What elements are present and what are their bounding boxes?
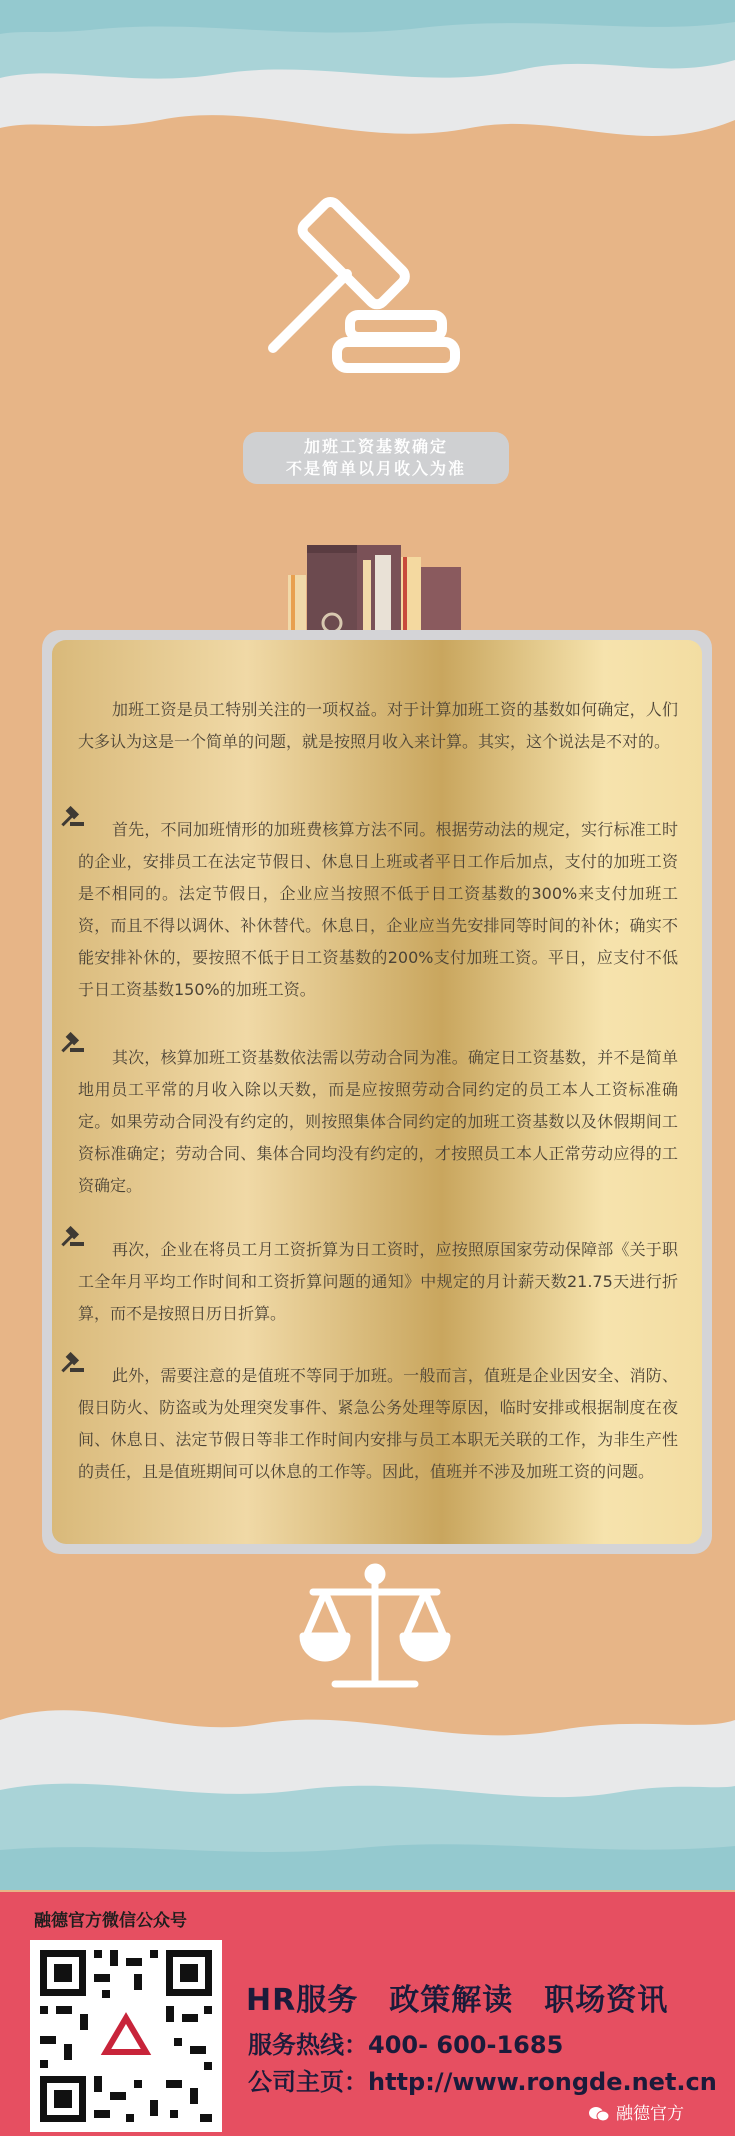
footer-homepage: 公司主页：http://www.rongde.net.cn xyxy=(248,2068,717,2096)
bottom-wave-decoration xyxy=(0,1680,735,1890)
paragraph-second: 其次，核算加班工资基数依法需以劳动合同为准。确定日工资基数，并不是简单地用员工平常的月收入除以天数，而是应按照劳动合同约定的员工本人工资标准确定。如果劳动合同没有约定的，则按照集体合同约定的加班工资基数以及休假期间工资标准确定；劳动合同、集体合同均没有约定的，才按照员工本人正常劳动应得的工资确定。 xyxy=(78,1048,678,1195)
gavel-icon xyxy=(255,190,495,375)
title-badge xyxy=(243,432,509,484)
paragraph-first: 首先，不同加班情形的加班费核算方法不同。根据劳动法的规定，实行标准工时的企业，安排员工在法定节假日、休息日上班或者平日工作后加点，支付的加班工资是不相同的。法定节假日，企业应当按照不低于日工资基数的300%来支付加班工资，而且不得以调休、补休替代。休息日，企业应当先安排同等时间的补休；确实不能安排补休的，要按照不低于日工资基数的200%支付加班工资。平日，应支付不低于日工资基数150%的加班工资。 xyxy=(78,820,678,999)
title-line-1: 加班工资基数确定 xyxy=(303,437,448,456)
paragraph-third: 再次，企业在将员工月工资折算为日工资时，应按照原国家劳动保障部《关于职工全年月平均工作时间和工资折算问题的通知》中规定的月计薪天数21.75天进行折算，而不是按照日历日折算。 xyxy=(78,1240,678,1323)
qr-code[interactable] xyxy=(30,1940,222,2132)
footer-slogan: HR服务 政策解读 职场资讯 xyxy=(246,1983,669,2018)
wechat-label: 融德官方 xyxy=(616,2104,684,2124)
books-icon xyxy=(283,535,468,645)
paragraph-fourth: 此外，需要注意的是值班不等同于加班。一般而言，值班是企业因安全、消防、假日防火、防盗或为处理突发事件、紧急公务处理等原因，临时安排或根据制度在夜间、休息日、法定节假日等非工作时间内安排与员工本职无关联的工作，为非生产性的责任，且是值班期间可以休息的工作等。因此，值班并不涉及加班工资的问题。 xyxy=(78,1366,678,1481)
scale-icon xyxy=(295,1562,455,1697)
top-wave-decoration xyxy=(0,0,735,190)
wechat-watermark xyxy=(588,2099,684,2124)
footer-hotline: 服务热线：400- 600-1685 xyxy=(248,2031,564,2059)
title-line-2: 不是简单以月收入为准 xyxy=(285,459,466,478)
wechat-icon xyxy=(588,2106,610,2122)
footer-label: 融德官方微信公众号 xyxy=(34,1911,187,1931)
paragraph-intro: 加班工资是员工特别关注的一项权益。对于计算加班工资的基数如何确定，人们大多认为这是一个简单的问题，就是按照月收入来计算。其实，这个说法是不对的。 xyxy=(78,700,678,751)
